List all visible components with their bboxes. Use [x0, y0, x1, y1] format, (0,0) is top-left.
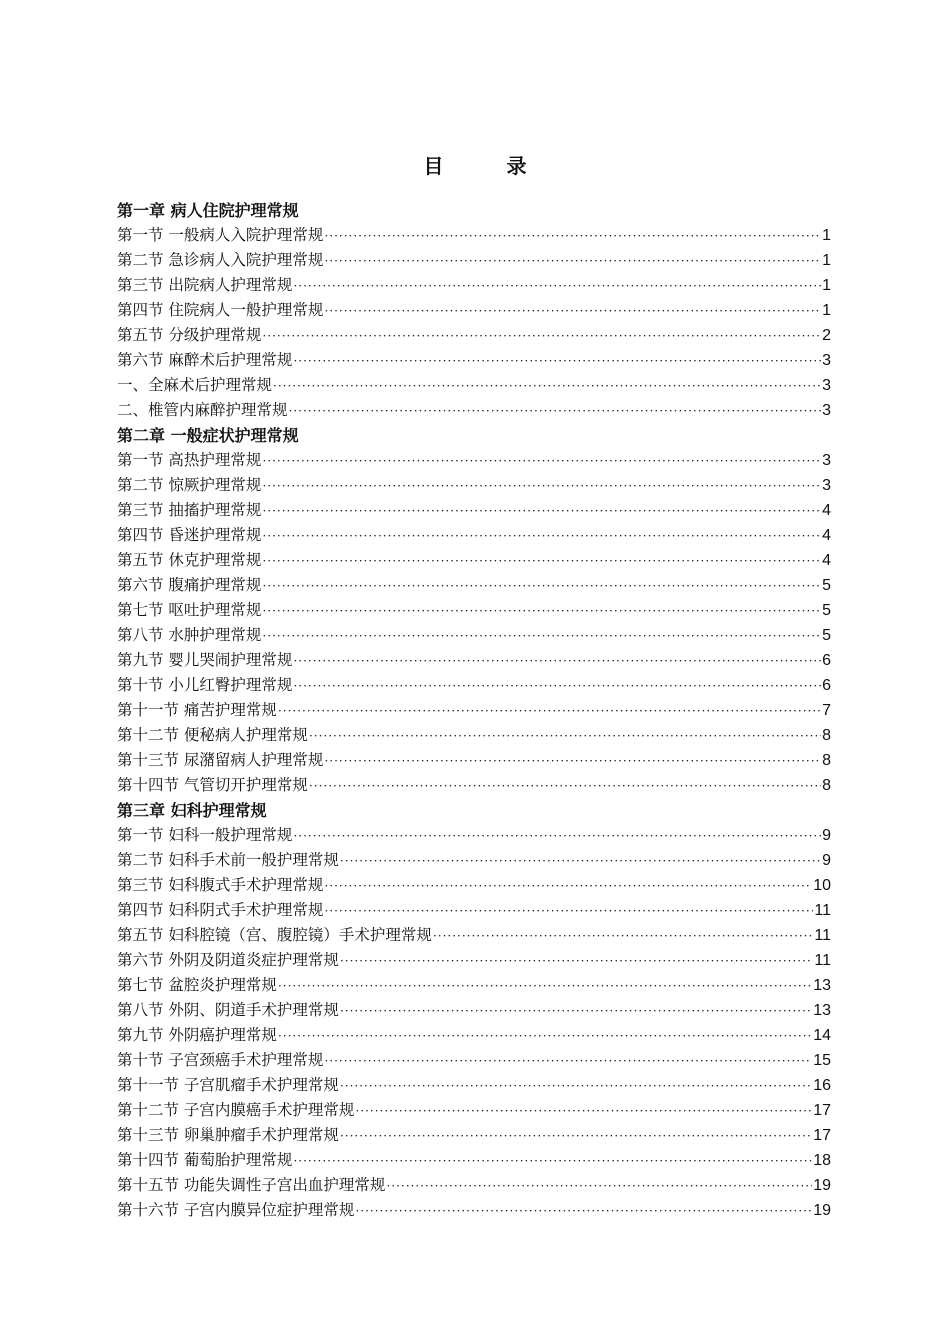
toc-page-number: 14 [813, 1027, 831, 1044]
toc-page-number: 8 [822, 727, 831, 744]
dot-leader [262, 474, 821, 499]
toc-entry-label: 第十二节 便秘病人护理常规 [117, 726, 308, 744]
toc-page-number: 4 [822, 502, 831, 519]
dot-leader [324, 299, 821, 324]
toc-entry[interactable] [117, 823, 831, 848]
toc-chapter-heading[interactable] [117, 798, 831, 823]
toc-entry[interactable] [117, 923, 831, 948]
toc-entry[interactable] [117, 1048, 831, 1073]
toc-entry[interactable] [117, 698, 831, 723]
toc-page-number: 13 [813, 1002, 831, 1019]
toc-entry-label: 第十节 小儿红臀护理常规 [117, 676, 293, 694]
toc-page-number: 10 [813, 877, 831, 894]
toc-entry-label: 第九节 外阴癌护理常规 [117, 1026, 277, 1044]
dot-leader [386, 1174, 812, 1199]
toc-entry[interactable] [117, 723, 831, 748]
toc-page-number: 5 [822, 577, 831, 594]
dot-leader [262, 449, 821, 474]
toc-page-number: 11 [814, 902, 831, 919]
toc-entry-label: 第五节 休克护理常规 [117, 551, 262, 569]
toc-entry-label: 第六节 腹痛护理常规 [117, 576, 262, 594]
toc-entry[interactable] [117, 298, 831, 323]
dot-leader [324, 874, 812, 899]
dot-leader [293, 824, 821, 849]
toc-entry-label: 第三节 出院病人护理常规 [117, 276, 293, 294]
toc-entry-label: 第二章 一般症状护理常规 [117, 426, 299, 445]
toc-page-number: 3 [822, 377, 831, 394]
toc-page-number: 11 [814, 927, 831, 944]
toc-entry-label: 第十六节 子宫内膜异位症护理常规 [117, 1201, 355, 1219]
toc-page-number: 18 [813, 1152, 831, 1169]
toc-page-number: 6 [822, 677, 831, 694]
toc-page-number: 5 [822, 627, 831, 644]
dot-leader [340, 1124, 812, 1149]
toc-entry[interactable] [117, 248, 831, 273]
toc-entry-label: 第二节 惊厥护理常规 [117, 476, 262, 494]
dot-leader [309, 724, 821, 749]
toc-entry[interactable] [117, 598, 831, 623]
dot-leader [324, 224, 821, 249]
toc-entry-label: 第十三节 尿潴留病人护理常规 [117, 751, 324, 769]
toc-entry-label: 第三节 抽搐护理常规 [117, 501, 262, 519]
toc-entry[interactable] [117, 1173, 831, 1198]
toc-entry-label: 第二节 急诊病人入院护理常规 [117, 251, 324, 269]
toc-page-number: 7 [822, 702, 831, 719]
dot-leader [324, 1049, 812, 1074]
dot-leader [262, 499, 821, 524]
toc-entry[interactable] [117, 898, 831, 923]
dot-leader [262, 324, 821, 349]
toc-entry-label: 第七节 盆腔炎护理常规 [117, 976, 277, 994]
dot-leader [278, 1024, 812, 1049]
toc-entry-label: 第四节 妇科阴式手术护理常规 [117, 901, 324, 919]
toc-page-number: 8 [822, 777, 831, 794]
toc-entry-label: 第十二节 子宫内膜癌手术护理常规 [117, 1101, 355, 1119]
toc-page-number: 17 [813, 1102, 831, 1119]
dot-leader [293, 1149, 812, 1174]
toc-page-number: 9 [822, 852, 831, 869]
toc-page-number: 1 [822, 277, 831, 294]
toc-chapter-heading[interactable] [117, 198, 831, 223]
toc-entry[interactable] [117, 673, 831, 698]
dot-leader [355, 1099, 812, 1124]
toc-page-number: 16 [813, 1077, 831, 1094]
toc-entry-label: 第五节 分级护理常规 [117, 326, 262, 344]
toc-entry[interactable] [117, 998, 831, 1023]
toc-entry-label: 第一章 病人住院护理常规 [117, 201, 299, 220]
toc-entry-label: 第一节 高热护理常规 [117, 451, 262, 469]
toc-entry-label: 第三章 妇科护理常规 [117, 801, 267, 820]
toc-page-number: 19 [813, 1177, 831, 1194]
toc-entry-label: 第十三节 卵巢肿瘤手术护理常规 [117, 1126, 339, 1144]
toc-entry-label: 第四节 住院病人一般护理常规 [117, 301, 324, 319]
dot-leader [340, 849, 821, 874]
toc-page-number: 4 [822, 527, 831, 544]
toc-entry-label: 第十节 子宫颈癌手术护理常规 [117, 1051, 324, 1069]
toc-page-number: 3 [822, 477, 831, 494]
dot-leader [262, 574, 821, 599]
toc-entry[interactable] [117, 323, 831, 348]
toc-page-number: 1 [822, 252, 831, 269]
toc-entry[interactable] [117, 548, 831, 573]
dot-leader [262, 624, 821, 649]
toc-entry-label: 第八节 水肿护理常规 [117, 626, 262, 644]
toc-page-number: 3 [822, 402, 831, 419]
toc-entry[interactable] [117, 648, 831, 673]
dot-leader [324, 899, 813, 924]
dot-leader [289, 399, 822, 424]
dot-leader [278, 699, 821, 724]
toc-entry-label: 第一节 一般病人入院护理常规 [117, 226, 324, 244]
toc-page-number: 3 [822, 452, 831, 469]
toc-page-number: 3 [822, 352, 831, 369]
toc-chapter-heading[interactable] [117, 423, 831, 448]
toc-entry-label: 第十五节 功能失调性子宫出血护理常规 [117, 1176, 386, 1194]
dot-leader [293, 674, 821, 699]
dot-leader [433, 924, 813, 949]
dot-leader [324, 249, 821, 274]
toc-entry[interactable] [117, 848, 831, 873]
toc-entry-label: 第三节 妇科腹式手术护理常规 [117, 876, 324, 894]
dot-leader [340, 1074, 812, 1099]
toc-page-number: 8 [822, 752, 831, 769]
dot-leader [262, 549, 821, 574]
toc-entry[interactable] [117, 373, 831, 398]
toc-entry[interactable] [117, 473, 831, 498]
toc-entry-label: 一、全麻术后护理常规 [117, 376, 273, 394]
dot-leader [293, 649, 821, 674]
toc-entry-label: 第十一节 痛苦护理常规 [117, 701, 277, 719]
toc-page-number: 9 [822, 827, 831, 844]
toc-entry[interactable] [117, 623, 831, 648]
toc-page-number: 1 [822, 227, 831, 244]
table-of-contents [117, 198, 831, 1223]
toc-entry[interactable] [117, 273, 831, 298]
toc-entry-label: 第七节 呕吐护理常规 [117, 601, 262, 619]
dot-leader [355, 1199, 812, 1224]
dot-leader [324, 749, 821, 774]
toc-entry[interactable] [117, 973, 831, 998]
toc-entry-label: 第二节 妇科手术前一般护理常规 [117, 851, 339, 869]
toc-entry-label: 第四节 昏迷护理常规 [117, 526, 262, 544]
toc-entry[interactable] [117, 1073, 831, 1098]
toc-entry[interactable] [117, 523, 831, 548]
toc-entry-label: 第五节 妇科腔镜（宫、腹腔镜）手术护理常规 [117, 926, 432, 944]
toc-entry[interactable] [117, 1123, 831, 1148]
dot-leader [309, 774, 821, 799]
toc-entry[interactable] [117, 948, 831, 973]
dot-leader [293, 274, 821, 299]
toc-entry-label: 第一节 妇科一般护理常规 [117, 826, 293, 844]
toc-entry-label: 第八节 外阴、阴道手术护理常规 [117, 1001, 339, 1019]
toc-entry[interactable] [117, 748, 831, 773]
dot-leader [262, 524, 821, 549]
toc-entry[interactable] [117, 1098, 831, 1123]
toc-entry[interactable] [117, 873, 831, 898]
toc-entry-label: 第六节 麻醉术后护理常规 [117, 351, 293, 369]
toc-page-number: 15 [813, 1052, 831, 1069]
toc-entry[interactable] [117, 498, 831, 523]
toc-entry[interactable] [117, 1198, 831, 1223]
toc-page-number: 17 [813, 1127, 831, 1144]
toc-page-number: 19 [813, 1202, 831, 1219]
toc-page-number: 11 [814, 952, 831, 969]
dot-leader [293, 349, 821, 374]
toc-page-number: 13 [813, 977, 831, 994]
toc-entry[interactable] [117, 773, 831, 798]
dot-leader [340, 949, 813, 974]
toc-entry[interactable] [117, 1148, 831, 1173]
toc-title: 目 录 [423, 154, 555, 178]
toc-entry[interactable] [117, 223, 831, 248]
toc-entry[interactable] [117, 448, 831, 473]
dot-leader [262, 599, 821, 624]
toc-entry[interactable] [117, 348, 831, 373]
dot-leader [278, 974, 812, 999]
toc-page-number: 6 [822, 652, 831, 669]
toc-page-number: 4 [822, 552, 831, 569]
toc-entry-label: 第十一节 子宫肌瘤手术护理常规 [117, 1076, 339, 1094]
toc-entry[interactable] [117, 1023, 831, 1048]
toc-entry[interactable] [117, 573, 831, 598]
toc-page-number: 2 [822, 327, 831, 344]
toc-entry-label: 第六节 外阴及阴道炎症护理常规 [117, 951, 339, 969]
toc-page-number: 1 [822, 302, 831, 319]
toc-entry-label: 第十四节 葡萄胎护理常规 [117, 1151, 293, 1169]
toc-entry-label: 第九节 婴儿哭闹护理常规 [117, 651, 293, 669]
dot-leader [273, 374, 821, 399]
toc-entry-label: 二、椎管内麻醉护理常规 [117, 401, 288, 419]
dot-leader [340, 999, 812, 1024]
toc-entry[interactable] [117, 398, 831, 423]
toc-page-number: 5 [822, 602, 831, 619]
toc-entry-label: 第十四节 气管切开护理常规 [117, 776, 308, 794]
